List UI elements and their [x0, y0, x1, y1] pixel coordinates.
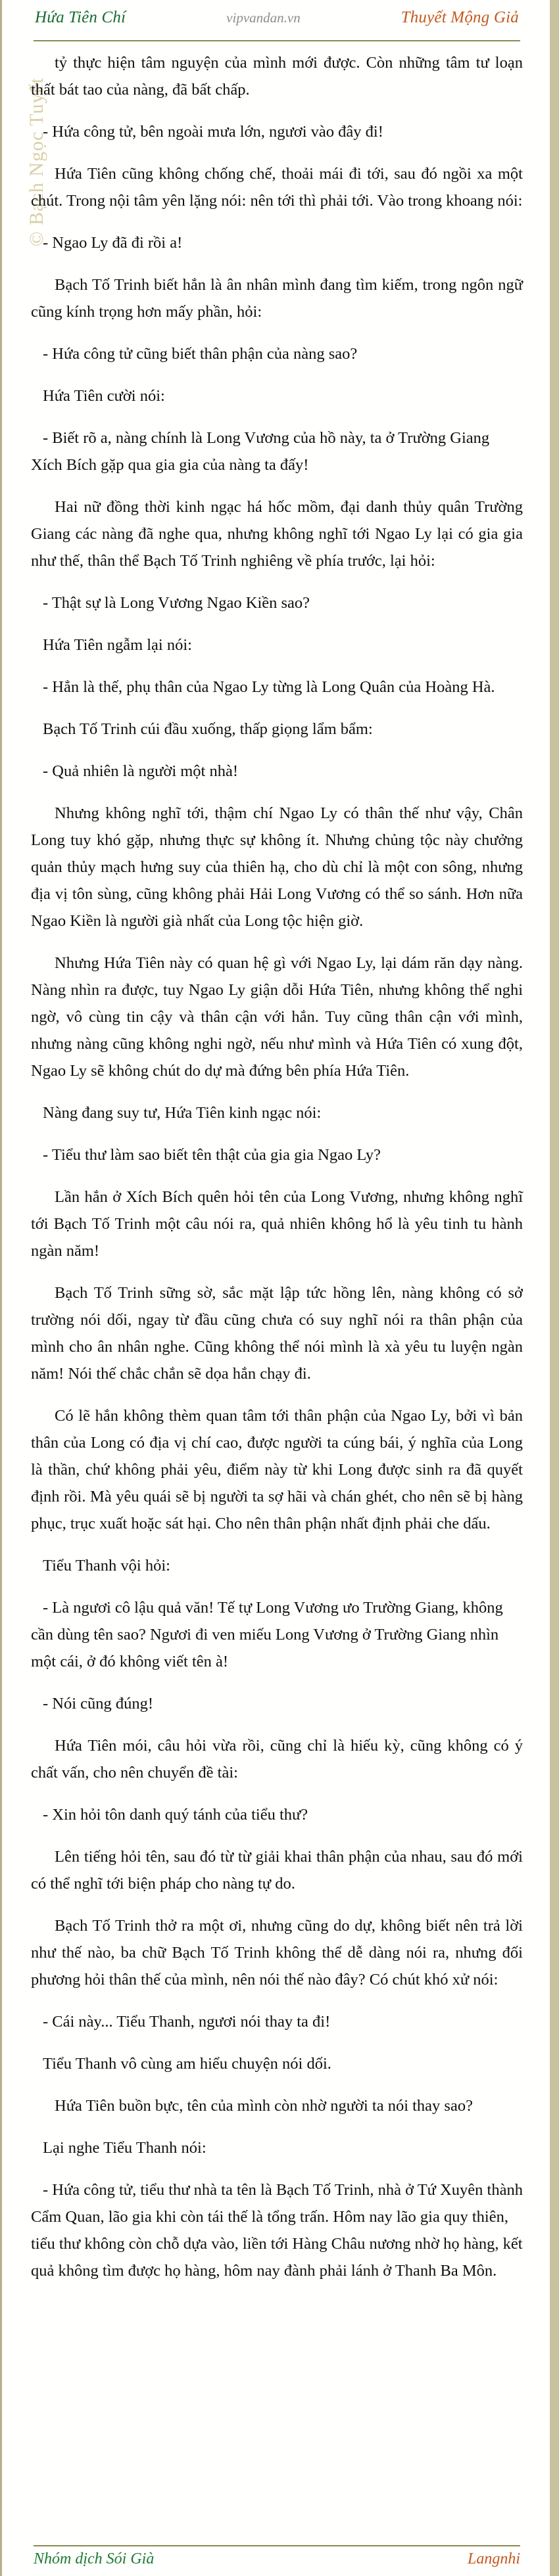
paragraph: Lại nghe Tiểu Thanh nói:	[43, 2139, 207, 2157]
paragraph: - Quả nhiên là người một nhà!	[43, 762, 239, 780]
page-header	[34, 7, 520, 41]
copyright-watermark: © Bạch Ngọc Tuyết	[26, 77, 47, 246]
paragraph: - Hẳn là thế, phụ thân của Ngao Ly từng là Long Quân của Hoàng Hà.	[43, 678, 495, 696]
author-name: Thuyết Mộng Giả	[401, 9, 519, 26]
paragraph: - Nói cũng đúng!	[43, 1695, 154, 1713]
paragraph: - Là ngươi cô lậu quả văn! Tế tự Long Vương ưo Trường Giang, không cần dùng tên sao? Ngươi đi ven miếu Long Vương ở Trường Giang nhìn một cái, ở đó không viết tên à!	[31, 1599, 503, 1670]
paragraph: - Tiểu thư làm sao biết tên thật của gia gia Ngao Ly?	[43, 1146, 381, 1164]
site-name[interactable]: vipvandan.vn	[226, 10, 301, 26]
novel-title: Hứa Tiên Chí	[35, 9, 126, 26]
paragraph: - Cái này... Tiểu Thanh, ngươi nói thay ta đi!	[43, 2013, 331, 2031]
paragraph: - Xin hỏi tôn danh quý tánh của tiểu thư?	[43, 1806, 308, 1824]
paragraph: Lần hắn ở Xích Bích quên hỏi tên của Long Vương, nhưng không nghĩ tới Bạch Tố Trinh một câu nói ra, quả nhiên không hổ là yêu tinh tu hành ngàn năm!	[31, 1188, 523, 1260]
paragraph: - Hứa công tử cũng biết thân phận của nàng sao?	[43, 345, 358, 363]
paragraph: Nhưng không nghĩ tới, thậm chí Ngao Ly có thân thế như vậy, Chân Long tuy khó gặp, nhưng thực sự không ít. Nhưng chủng tộc này chưởng quản thủy mạch hưng suy của thiên hạ, cho dù chỉ là một con sông, nhưng địa vị tôn sùng, cũng không phải Hải Long Vương có thể so sánh. Hơn nữa Ngao Kiền là người già nhất của Long tộc hiện giờ.	[31, 804, 523, 930]
translator-name: Langnhi	[467, 2550, 520, 2567]
paragraph: Bạch Tố Trinh thở ra một ơi, nhưng cũng do dự, không biết nên trả lời như thế nào, ba chữ Bạch Tố Trinh không thể dễ dàng nói ra, nhưng đối phương hỏi thân thế của mình, nên nói thế nào đây? Có chút khó xử nói:	[31, 1917, 523, 1989]
paragraph: Hứa Tiên cũng không chống chế, thoải mái đi tới, sau đó ngồi xa một chút. Trong nội tâm yên lặng nói: nên tới thì phải tới. Vào trong khoang nói:	[31, 165, 523, 210]
paragraph: - Hứa công tử, tiểu thư nhà ta tên là Bạch Tố Trinh, nhà ở Tứ Xuyên thành Cẩm Quan, lão gia khi còn tái thế là tổng trấn. Hôm nay lão gia quy thiên, tiểu thư không còn chỗ dựa vào, liền tới Hàng Châu nương nhờ họ hàng, kết quả không tìm được họ hàng, hôm nay đành phải lánh ở Thanh Ba Môn.	[31, 2181, 523, 2280]
paragraph: Nhưng Hứa Tiên này có quan hệ gì với Ngao Ly, lại dám răn dạy nàng. Nàng nhìn ra được, tuy Ngao Ly giận dỗi Hứa Tiên, nhưng không thể nghi ngờ, vô cùng tin cậy và thân cận với hắn. Tuy cũng thân cận với mình, nhưng nàng cũng không nghi ngờ, nếu như mình và Hứa Tiên có xung đột, Ngao Ly sẽ không chút do dự mà đứng bên phía Hứa Tiên.	[31, 954, 523, 1080]
paragraph: Hứa Tiên mói, câu hỏi vừa rồi, cũng chỉ là hiếu kỳ, cũng không có ý chất vấn, cho nên chuyển đề tài:	[31, 1737, 523, 1782]
paragraph: Hứa Tiên cười nói:	[43, 387, 165, 405]
paragraph: Hứa Tiên ngẫm lại nói:	[43, 636, 192, 654]
paragraph: Tiểu Thanh vội hỏi:	[43, 1557, 170, 1575]
translation-group: Nhóm dịch Sói Già	[34, 2550, 155, 2567]
header-row	[34, 7, 520, 27]
paragraph: Bạch Tố Trinh biết hắn là ân nhân mình đang tìm kiếm, trong ngôn ngữ cũng kính trọng hơn mấy phần, hỏi:	[31, 276, 523, 321]
paragraph: Hứa Tiên buồn bực, tên của mình còn nhờ người ta nói thay sao?	[55, 2097, 473, 2115]
chapter-body	[31, 49, 523, 2299]
footer-row	[34, 2546, 520, 2568]
paragraph: - Biết rõ a, nàng chính là Long Vương của hồ này, ta ở Trường Giang Xích Bích gặp qua gia gia của nàng ta đấy!	[31, 429, 490, 474]
page-footer	[34, 2545, 520, 2568]
paragraph: Có lẽ hắn không thèm quan tâm tới thân phận của Ngao Ly, bởi vì bản thân của Long có địa vị chí cao, được người ta cúng bái, ý nghĩa của Long là thần, chứ không phải yêu, điểm này từ khi Long được sinh ra đã quyết định rồi. Mà yêu quái sẽ bị người ta sợ hãi và chán ghét, cho nên sẽ bị hàng phục, trục xuất hoặc sát hại. Cho nên thân phận nhất định phải che dấu.	[31, 1407, 523, 1532]
paragraph: - Hứa công tử, bên ngoài mưa lớn, ngươi vào đây đi!	[43, 123, 383, 141]
paragraph: - Thật sự là Long Vương Ngao Kiền sao?	[43, 594, 310, 612]
paragraph: Lên tiếng hỏi tên, sau đó từ từ giải khai thân phận của nhau, sau đó mới có thể nghĩ tới biện pháp cho nàng tự do.	[31, 1848, 523, 1893]
paragraph: Bạch Tố Trinh sững sờ, sắc mặt lập tức hồng lên, nàng không có sở trường nói dối, ngay từ đầu cũng chưa có suy nghĩ nói ra thân phận của mình cho ân nhân nghe. Cũng không thể nói mình là xà yêu tu luyện ngàn năm! Nói thế chắc chắn sẽ dọa hắn chạy đi.	[31, 1284, 523, 1383]
paragraph: Tiểu Thanh vô cùng am hiểu chuyện nói dối.	[43, 2055, 331, 2073]
paragraph: - Ngao Ly đã đi rồi a!	[43, 234, 183, 252]
paragraph: Bạch Tố Trinh cúi đầu xuống, thấp giọng lẩm bẩm:	[43, 720, 373, 738]
paragraph: Hai nữ đồng thời kinh ngạc há hốc mồm, đại danh thủy quân Trường Giang các nàng đã nghe qua, nhưng không nghĩ tới Ngao Ly lại có gia gia như thế, thân thể Bạch Tố Trinh nghiêng về phía trước, lại hỏi:	[31, 498, 523, 570]
paragraph: Nàng đang suy tư, Hứa Tiên kinh ngạc nói:	[43, 1104, 322, 1122]
paragraph: tỷ thực hiện tâm nguyện của mình mới được. Còn những tâm tư loạn thất bát tao của nàng, đã bất chấp.	[31, 54, 523, 99]
page-sheet	[2, 0, 550, 2576]
